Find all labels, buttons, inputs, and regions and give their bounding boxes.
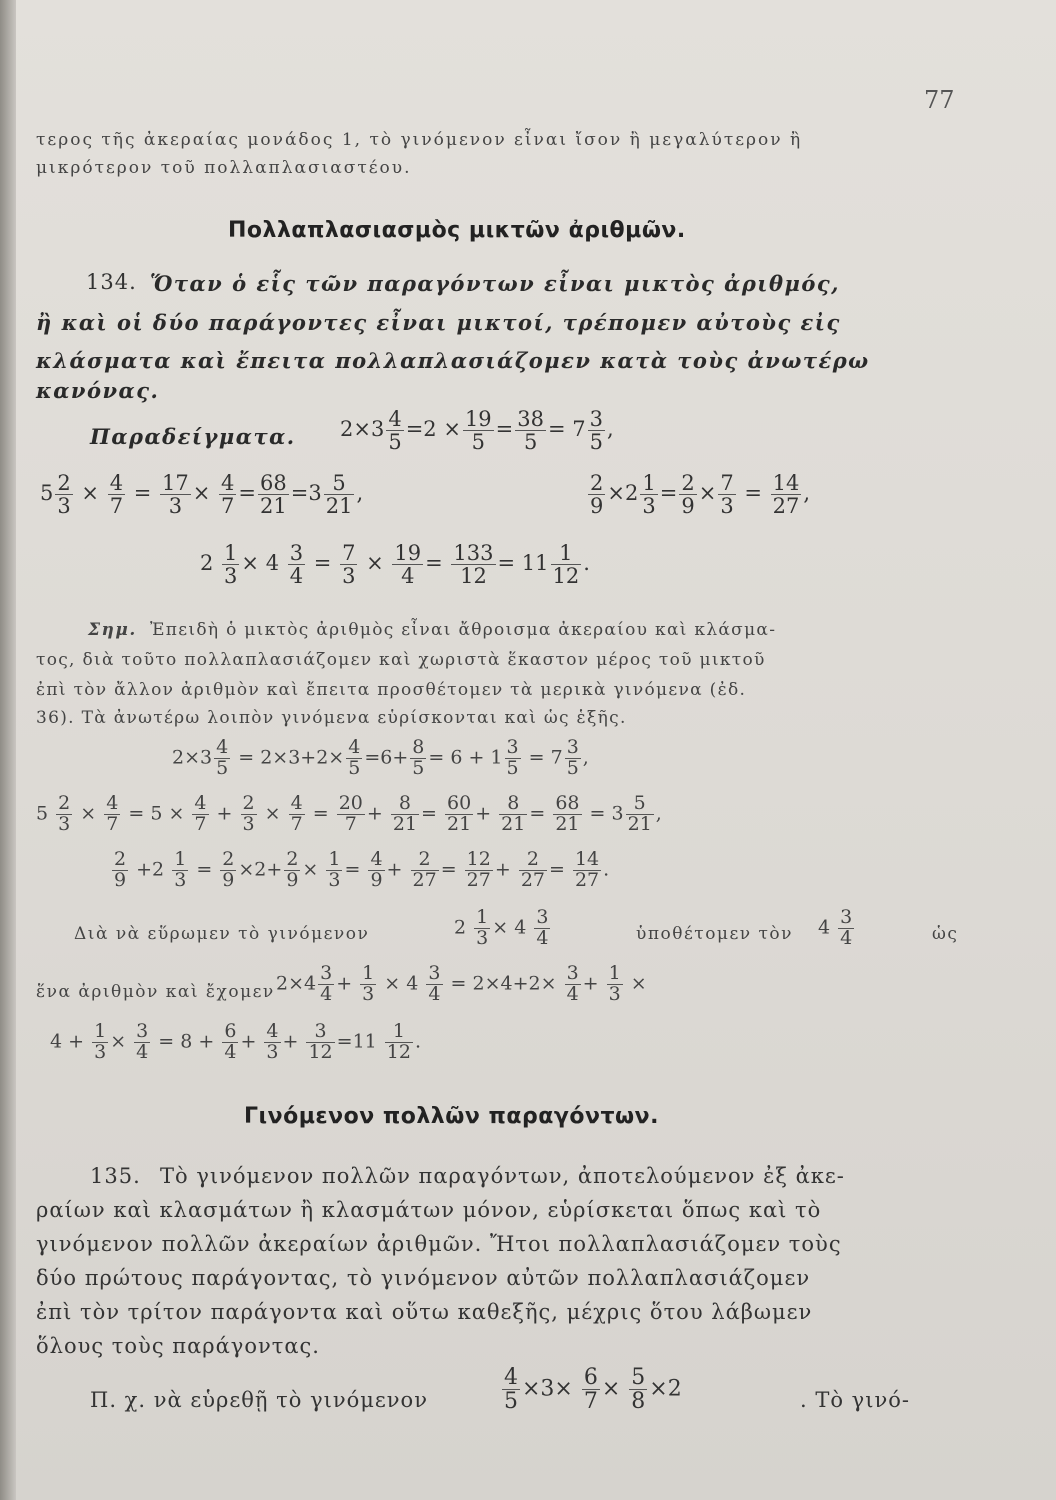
example-equation-2: 5 $\frac{2}{3}$ × $\frac{4}{7}$ = $\frac{17}{3}$ × $\frac{4}{7}$ = $\frac{68}{21}$ =3 $\frac{5}{21}$ ,	[40, 471, 364, 519]
para135-line-5: ἐπὶ τὸν τρίτον παράγοντα καὶ οὕτω καθεξῆς, μέχρις ὅτου λάβωμεν	[36, 1300, 813, 1324]
example-equation-4: 2 $\frac{1}{3}$ × 4 $\frac{3}{4}$ = $\frac{7}{3}$ × $\frac{19}{4}$ = $\frac{133}{12}$ = 11 $\frac{1}{12}$ .	[200, 541, 590, 589]
text-product-expression: 2 $\frac{1}{3}$ × 4 $\frac{3}{4}$	[454, 906, 549, 949]
example-continuation-text: . Τὸ γινό-	[800, 1388, 910, 1412]
example-product-expression: $\frac{4}{5}$ ×3× $\frac{6}{7}$ × $\frac{5}{8}$ ×2	[504, 1365, 682, 1415]
note-equation-3: $\frac{2}{9}$ +2 $\frac{1}{3}$ = $\frac{2}{9}$ ×2+ $\frac{2}{9}$ × $\frac{1}{3}$ = $\frac{4}{9}$ + $\frac{2}{27}$ = $\frac{12}{27}$ + $\frac{2}{27}$ = $\frac{14}{27}$ .	[114, 848, 610, 891]
para135-line-4: δύο πρώτους παράγοντας, τὸ γινόμενον αὐτῶν πολλαπλασιάζομεν	[36, 1266, 811, 1290]
para135-line-6: ὅλους τοὺς παράγοντας.	[36, 1334, 320, 1358]
rule-line-3: κλάσματα καὶ ἔπειτα πολλαπλασιάζομεν κατὰ τοὺς ἀνωτέρω	[36, 348, 870, 373]
section-heading-many-factors: Γινόμενον πολλῶν παραγόντων.	[244, 1104, 659, 1129]
note-line-3: ἐπὶ τὸν ἄλλον ἀριθμὸν καὶ ἔπειτα προσθέτομεν τὰ μερικὰ γινόμενα (ἐδ.	[36, 680, 747, 700]
example-equation-1: 2×3 $\frac{4}{5}$ =2 × $\frac{19}{5}$ = $\frac{38}{5}$ = 7 $\frac{3}{5}$ ,	[340, 407, 614, 455]
intro-line-1: τερος τῆς ἀκεραίας μονάδος 1, τὸ γινόμενον εἶναι ἴσον ἢ μεγαλύτερον ἢ	[36, 130, 803, 150]
section-heading-mixed-numbers: Πολλαπλασιασμὸς μικτῶν ἀριθμῶν.	[228, 218, 686, 243]
para135-line-3: γινόμενον πολλῶν ἀκεραίων ἀριθμῶν. Ἤτοι πολλαπλασιάζομεν τοὺς	[36, 1232, 842, 1256]
text-one-number: ἕνα ἀριθμὸν καὶ ἔχομεν	[36, 982, 275, 1002]
book-spine-shadow	[0, 0, 16, 1500]
derivation-line-1: 2×4 $\frac{3}{4}$ + $\frac{1}{3}$ × 4 $\frac{3}{4}$ = 2×4+2× $\frac{3}{4}$ + $\frac{1}{3}$ ×	[276, 962, 647, 1005]
note-line-1: Ἐπειδὴ ὁ μικτὸς ἀριθμὸς εἶναι ἄθροισμα ἀκεραίου καὶ κλάσμα-	[150, 620, 777, 640]
paragraph-number-135: 135.	[90, 1164, 141, 1188]
text-assume: ὑποθέτομεν τὸν	[636, 924, 793, 944]
intro-line-2: μικρότερον τοῦ πολλαπλασιαστέου.	[36, 158, 412, 178]
text-as: ὡς	[932, 924, 959, 944]
example-intro-text: Π. χ. νὰ εὑρεθῇ τὸ γινόμενον	[90, 1388, 428, 1412]
rule-line-2: ἢ καὶ οἱ δύο παράγοντες εἶναι μικτοί, τρέπομεν αὐτοὺς εἰς	[36, 310, 841, 335]
rule-line-4: κανόνας.	[36, 378, 160, 403]
note-equation-1: 2×3 $\frac{4}{5}$ = 2×3+2× $\frac{4}{5}$ =6+ $\frac{8}{5}$ = 6 + 1 $\frac{3}{5}$ = 7 $\frac{3}{5}$ ,	[172, 736, 589, 779]
rule-line-1: Ὅταν ὁ εἷς τῶν παραγόντων εἶναι μικτὸς ἀριθμός,	[150, 271, 840, 296]
para135-line-2: ραίων καὶ κλασμάτων ἢ κλασμάτων μόνον, εὑρίσκεται ὅπως καὶ τὸ	[36, 1198, 822, 1222]
note-label: Σημ.	[88, 620, 137, 640]
derivation-line-2: 4 + $\frac{1}{3}$ × $\frac{3}{4}$ = 8 + $\frac{6}{4}$ + $\frac{4}{3}$ + $\frac{3}{12}$ =11 $\frac{1}{12}$ .	[50, 1020, 422, 1063]
note-line-2: τος, διὰ τοῦτο πολλαπλασιάζομεν καὶ χωριστὰ ἕκαστον μέρος τοῦ μικτοῦ	[36, 650, 766, 670]
page-number: 77	[924, 86, 955, 114]
examples-label: Παραδείγματα.	[90, 424, 296, 449]
paragraph-number-134: 134.	[86, 270, 137, 294]
text-assume-number: 4 $\frac{3}{4}$	[818, 906, 853, 949]
example-equation-3: $\frac{2}{9}$ ×2 $\frac{1}{3}$ = $\frac{2}{9}$ × $\frac{7}{3}$ = $\frac{14}{27}$ ,	[590, 471, 811, 519]
para135-line-1: Τὸ γινόμενον πολλῶν παραγόντων, ἀποτελούμενον ἐξ ἀκε-	[160, 1164, 845, 1188]
note-equation-2: 5 $\frac{2}{3}$ × $\frac{4}{7}$ = 5 × $\frac{4}{7}$ + $\frac{2}{3}$ × $\frac{4}{7}$ = $\frac{20}{7}$ + $\frac{8}{21}$ = $\frac{60}{21}$ + $\frac{8}{21}$ = $\frac{68}{21}$ = 3 $\frac{5}{21}$ ,	[36, 792, 662, 835]
note-line-4: 36). Τὰ ἀνωτέρω λοιπὸν γινόμενα εὑρίσκονται καὶ ὡς ἑξῆς.	[36, 708, 627, 728]
text-find-product: Διὰ νὰ εὕρωμεν τὸ γινόμενον	[74, 924, 370, 944]
